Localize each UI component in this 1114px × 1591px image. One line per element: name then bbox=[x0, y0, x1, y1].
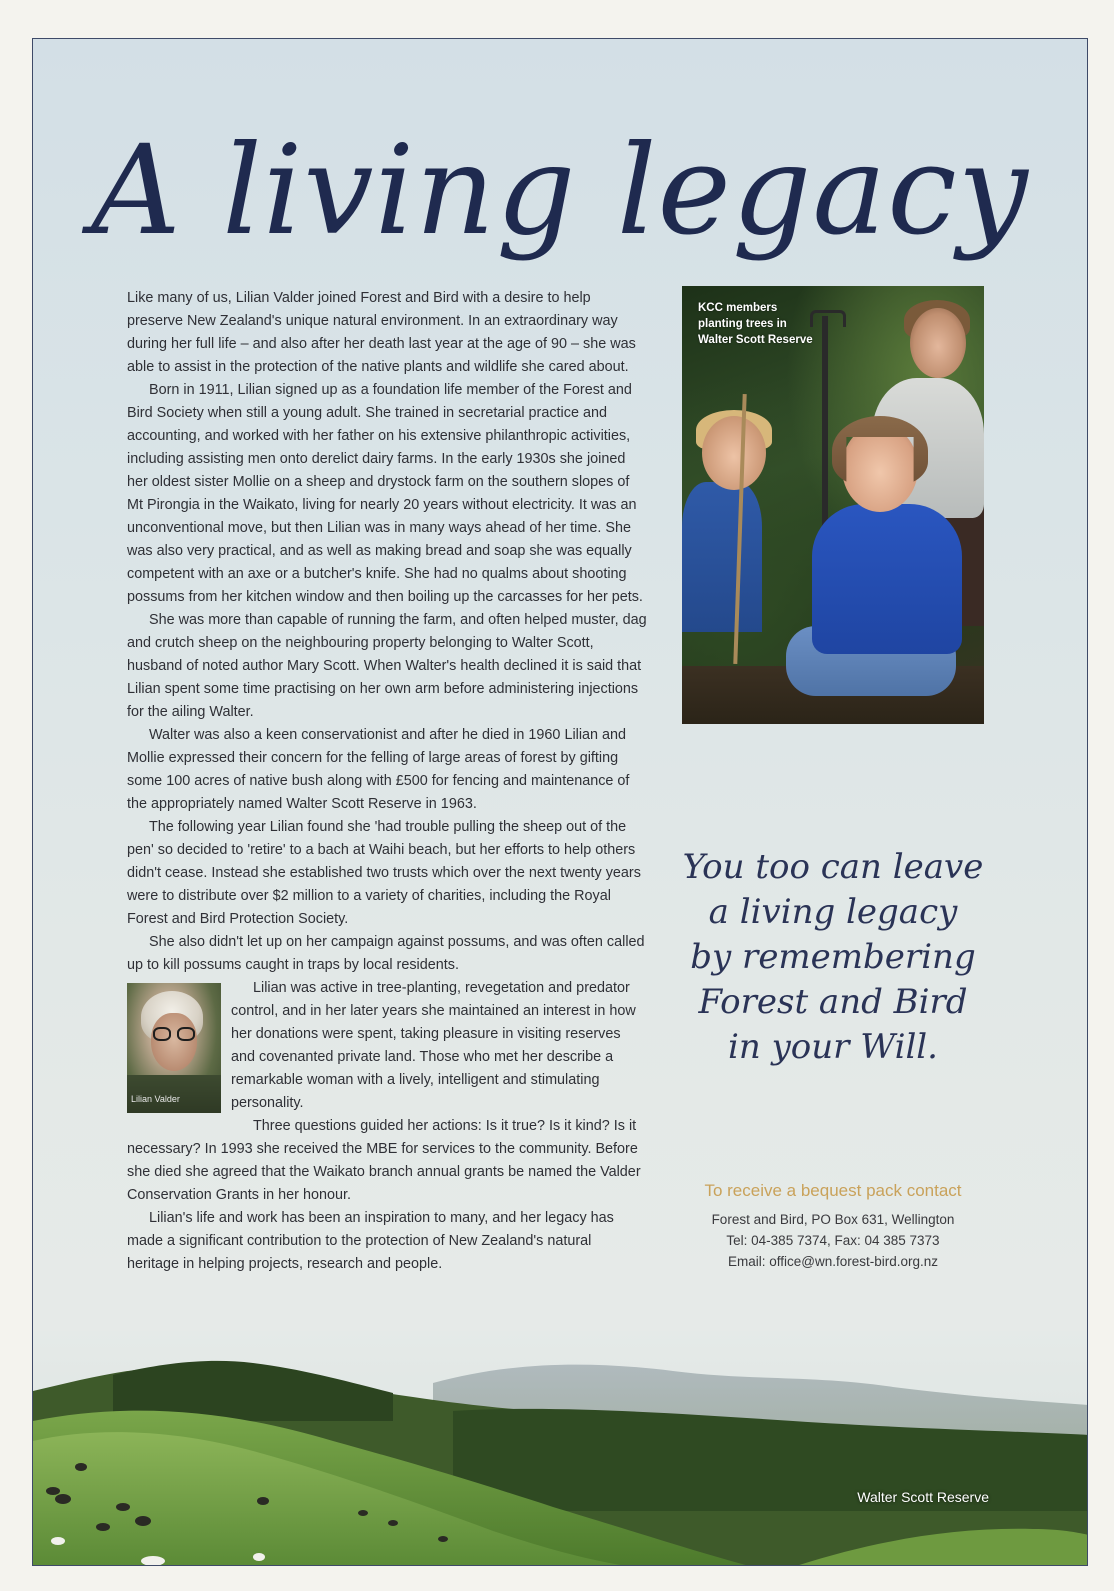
article-body bbox=[127, 287, 647, 1276]
contact-heading: To receive a bequest pack contact bbox=[704, 1181, 962, 1200]
photo-girl-center bbox=[812, 504, 962, 654]
contact-phone: Tel: 04-385 7374, Fax: 04 385 7373 bbox=[726, 1233, 940, 1248]
photo-girl-left bbox=[682, 482, 762, 632]
article-paragraph: Like many of us, Lilian Valder joined Forest and Bird with a desire to help preserve New Zealand's unique natural environment. In an extraordinary way during her full life – and also after her death last year at the age of 90 – she was able to assist in the protection of the native plants and wildlife she cared about. bbox=[127, 290, 636, 375]
article-paragraph: Born in 1911, Lilian signed up as a foundation life member of the Forest and Bird Society when still a young adult. She trained in secretarial practice and accounting, and worked with her father on his extensive philanthropic activities, including assisting men onto derelict dairy farms. In the early 1930s she joined her oldest sister Mollie on a sheep and drystock farm on the southern slopes of Mt Pirongia in the Waikato, living for nearly 20 years without electricity. It was an unconventional move, but then Lilian was in many ways ahead of her time. She was also very practical, and as well as making bread and soap she was equally competent with an axe or a butcher's knife. She had no qualms about shooting possums from her kitchen window and then boiling up the carcasses for her pets. bbox=[127, 382, 643, 605]
article-paragraph: She also didn't let up on her campaign against possums, and was often called up to kill possums caught in traps by local residents. bbox=[127, 934, 645, 973]
landscape-caption: Walter Scott Reserve bbox=[857, 1489, 989, 1505]
portrait-glasses bbox=[151, 1027, 197, 1043]
article-paragraph: The following year Lilian found she 'had trouble pulling the sheep out of the pen' so decided to 'retire' to a bach at Waihi beach, but her efforts to help others didn't cease. Instead she established two trusts which over the next twenty years were to distribute over $2 million to a variety of charities, including the Royal Forest and Bird Protection Society. bbox=[127, 819, 641, 927]
contact-address: Forest and Bird, PO Box 631, Wellington bbox=[711, 1212, 955, 1227]
contact-email[interactable]: Email: office@wn.forest-bird.org.nz bbox=[727, 1254, 939, 1269]
article-paragraph: Walter was also a keen conservationist and after he died in 1960 Lilian and Mollie expressed their concern for the felling of large areas of forest by gifting some 100 acres of native bush along with £500 for fencing and maintenance of the appropriately named Walter Scott Reserve in 1963. bbox=[127, 727, 630, 812]
bequest-tagline: You too can leave a living legacy by remembering Forest and Bird in your Will. bbox=[682, 847, 984, 1067]
walter-scott-reserve-photo bbox=[33, 1331, 1088, 1566]
lilian-valder-portrait bbox=[127, 983, 221, 1113]
poster-frame bbox=[32, 38, 1088, 1566]
article-paragraph: Lilian's life and work has been an inspiration to many, and her legacy has made a significant contribution to the protection of New Zealand's natural heritage in helping projects, research and people. bbox=[127, 1210, 614, 1272]
photo-caption: KCC members planting trees in Walter Scott Reserve bbox=[698, 302, 813, 346]
portrait-caption: Lilian Valder bbox=[131, 1094, 180, 1104]
article-paragraph: Lilian was active in tree-planting, revegetation and predator control, and in her later years she maintained an interest in how her donations were spent, taking pleasure in visiting reserves and covenanted private land. Those who met her describe a remarkable woman with a lively, intelligent and stimulating personality. bbox=[231, 980, 636, 1111]
article-paragraph: Three questions guided her actions: Is it true? Is it kind? Is it necessary? In 1993 she received the MBE for services to the community. Before she died she agreed that the Waikato branch annual grants be named the Valder Conservation Grants in her honour. bbox=[127, 1118, 641, 1203]
tree-planting-photo bbox=[682, 286, 984, 724]
article-paragraph: She was more than capable of running the farm, and often helped muster, dag and crutch sheep on the neighbouring property belonging to Walter Scott, husband of noted author Mary Scott. When Walter's health declined it is said that Lilian spent some time practising on her own arm before administering injections for the ailing Walter. bbox=[127, 612, 647, 720]
page-title: A living legacy bbox=[91, 119, 1029, 263]
contact-block bbox=[673, 1181, 993, 1272]
